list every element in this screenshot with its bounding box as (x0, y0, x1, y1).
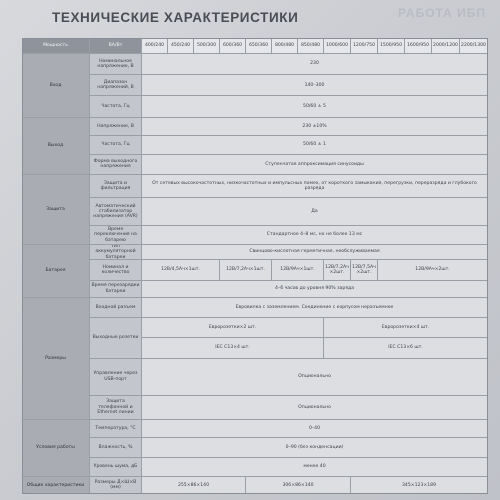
row-label: Напряжение, В (90, 118, 142, 137)
battery-value: 12В/7,5Ач ×2шт. (351, 260, 378, 280)
row-label: Влажность, % (90, 438, 142, 457)
row-value: 50/60 ± 1 (142, 136, 488, 155)
row-value: менее 40 (142, 458, 488, 477)
model-col: 1000/600 (324, 38, 351, 54)
row-label: Диапазон напряжений, В (90, 75, 142, 96)
row-label: Автоматический стабилизатор напряжения (AVR) (90, 198, 142, 226)
page-title: ТЕХНИЧЕСКИЕ ХАРАКТЕРИСТИКИ (52, 10, 299, 25)
size-value: 306×86×140 (246, 477, 351, 494)
row-value: IEC C13×6 шт. (324, 338, 488, 358)
size-value: 345×123×189 (351, 477, 488, 494)
row-value: 230 ±10% (142, 118, 488, 137)
row-value: Ступенчатая аппроксимация синусоиды (142, 155, 488, 175)
group-general: Общие характеристики (22, 477, 90, 494)
row-value: Да (142, 198, 488, 226)
row-value: 140–300 (142, 75, 488, 96)
group-battery: Батарея (22, 245, 90, 298)
header-unit: ВА/Вт (90, 38, 142, 54)
header-power: Мощность (22, 38, 90, 54)
group-output: Выход (22, 118, 90, 175)
row-label: Частота, Гц (90, 96, 142, 117)
battery-value: 12В/9Ач×1шт. (272, 260, 324, 280)
row-value: 0–40 (142, 420, 488, 439)
row-value: Евророзетки×2 шт. (142, 318, 324, 338)
row-value: Опционально (142, 359, 488, 396)
model-col: 650/360 (246, 38, 272, 54)
group-input: Вход (22, 54, 90, 118)
row-value: От сетевых высокочастотных, низкочастотных и импульсных помех, от короткого замыкания, перегрузки, переразряда и глубокого разряда (142, 175, 488, 198)
row-label: Форма выходного напряжения (90, 155, 142, 175)
row-value: Евровилка с заземлением. Соединение с корпусом неразъемное (142, 298, 488, 318)
row-label: Номинал и количество (90, 260, 142, 280)
row-label: Время перезарядки батареи (90, 281, 142, 298)
row-label: Выходные розетки (90, 318, 142, 359)
size-value: 255×86×140 (142, 477, 246, 494)
faded-heading: РАБОТА ИБП (397, 6, 486, 20)
group-dimensions: Размеры (22, 298, 90, 420)
row-label: Номинальное напряжение, В (90, 54, 142, 75)
row-label: Защита и фильтрация (90, 175, 142, 198)
row-value: 0–90 (без конденсации) (142, 438, 488, 457)
row-value: Опционально (142, 396, 488, 420)
battery-value: 12В/9Ач×2шт. (378, 260, 488, 280)
row-value: Евророзетки×4 шт. (324, 318, 488, 338)
model-col: 2200/1300 (460, 38, 488, 54)
row-label: Время переключения на батарею (90, 226, 142, 245)
battery-value: 12В/7,2Ач×1шт. (220, 260, 272, 280)
row-value: 4–6 часов до уровня 90% заряда (142, 281, 488, 298)
row-value: IEC C13×4 шт. (142, 338, 324, 358)
row-label: Входной разъем (90, 298, 142, 318)
group-protection: Защита (22, 175, 90, 245)
row-value: Стандартное 4–8 мс, но не более 13 мс (142, 226, 488, 245)
model-col: 600/360 (220, 38, 246, 54)
model-col: 2000/1200 (432, 38, 460, 54)
row-label: Управление через USB-порт (90, 359, 142, 396)
row-label: Уровень шума, дБ (90, 458, 142, 477)
row-value: Свинцово-кислотная герметичная, необслуживаемая (142, 245, 488, 261)
spec-table (22, 38, 488, 494)
model-col: 1500/950 (378, 38, 405, 54)
row-label: Частота, Гц (90, 136, 142, 155)
group-conditions: Условия работы (22, 420, 90, 477)
battery-value: 12В/4,5Ач×1шт. (142, 260, 220, 280)
model-col: 450/240 (168, 38, 194, 54)
model-col: 1600/950 (405, 38, 432, 54)
model-col: 400/240 (142, 38, 168, 54)
row-label: Температура, °С (90, 420, 142, 439)
row-label: Тип аккумуляторной батареи (90, 245, 142, 261)
model-col: 800/480 (272, 38, 298, 54)
row-value: 50/60 ± 5 (142, 96, 488, 117)
battery-value: 12В/7,2Ач ×2шт. (324, 260, 351, 280)
model-col: 500/300 (194, 38, 220, 54)
row-value: 230 (142, 54, 488, 75)
model-col: 850/480 (298, 38, 324, 54)
row-label: Размеры Д×Ш×В (мм) (90, 477, 142, 494)
model-col: 1200/750 (351, 38, 378, 54)
row-label: Защита телефонной и Ethernet линии (90, 396, 142, 420)
